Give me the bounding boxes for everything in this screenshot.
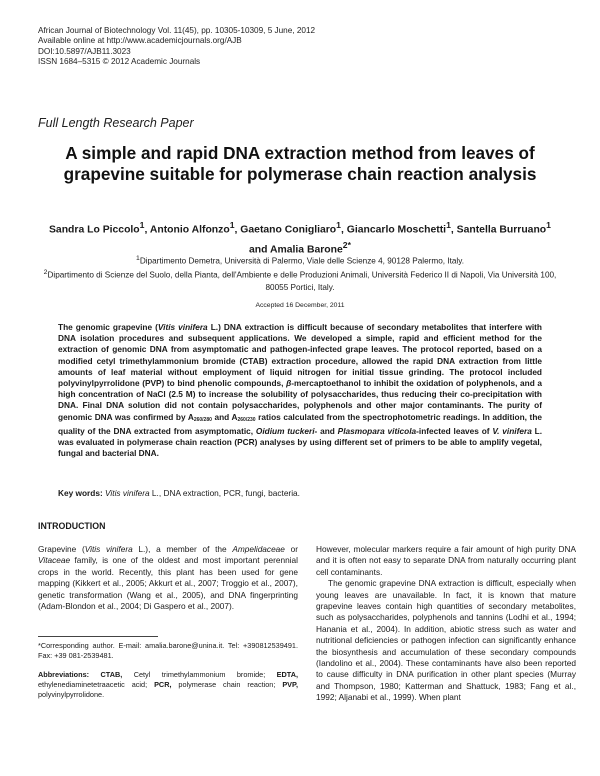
left-column <box>38 544 298 612</box>
keywords-text: L., DNA extraction, PCR, fungi, bacteria. <box>149 488 300 498</box>
abstract-text: The genomic grapevine ( <box>58 322 158 332</box>
author-list <box>40 218 560 258</box>
journal-doi: DOI:10.5897/AJB11.3023 <box>38 46 131 56</box>
abbreviation-term: PCR, <box>154 680 172 689</box>
keywords-label: Key words: <box>58 488 103 498</box>
intro-text: L.), a member of the <box>132 544 233 554</box>
abstract-text: - and <box>314 425 338 436</box>
intro-text: Grapevine ( <box>38 544 85 554</box>
intro-paragraph: However, molecular markers require a fair amount of high purity DNA and it is often not easy to separate DNA from naturally occurring plant cell contaminants. <box>316 544 576 577</box>
paper-type: Full Length Research Paper <box>38 116 194 130</box>
affiliations <box>40 253 560 293</box>
footnote-divider <box>38 636 158 637</box>
keywords-italic: Vitis vinifera <box>105 488 150 498</box>
abstract-italic: Vitis vinifera <box>157 322 208 332</box>
abbreviation-text: Cetyl trimethylammonium bromide; <box>122 670 277 679</box>
abbreviations-label: Abbreviations: <box>38 670 90 679</box>
right-column <box>316 544 576 704</box>
abbreviation-text: ethylenediaminetetraacetic acid; <box>38 680 155 689</box>
intro-text: or <box>284 544 298 554</box>
journal-header <box>38 26 315 68</box>
intro-paragraph: The genomic grapevine DNA extraction is difficult, especially when young leaves are unavailable. In fact, it is known that mature grapevine leaves contain high quantities of secondary metabolites, such as polysaccharides, polyphenols and tannins (Lodhi et al., 1994; Hanania et al., 2004). In addition, abiotic stress such as water and nutritional deficiencies or pathogen infection can significantly enhance the biosynthesis and accumulation of these secondary compounds (Iandolino et al., 2004). These contaminants have also been reported to cause difficulty in DNA purification in other plant species (Murray and Thompson, 1980; Katterman and Shattuck, 1983; Fang et al., 1992; Aljanabi et al., 1999). When plant <box>316 578 576 703</box>
affiliation-text: Dipartimento di Scienze del Suolo, della Pianta, dell'Ambiente e delle Produzioni Animali, Università Federico II di Napoli, Via Università 100, 80055 Portici, Italy. <box>47 271 557 292</box>
affiliation-text: Dipartimento Demetra, Università di Palermo, Viale delle Scienze 4, 90128 Palermo, Italy. <box>139 256 464 266</box>
abstract-subscript: 260/280 <box>193 416 212 423</box>
abstract <box>58 322 542 459</box>
author-affil-mark: 1 <box>546 220 551 230</box>
abstract-subscript: 260/230 <box>237 416 256 423</box>
abstract-italic: Oidium tuckeri <box>255 425 315 436</box>
abstract-italic: Plasmopara viticola <box>337 425 417 436</box>
author-name: , Antonio Alfonzo <box>144 224 230 236</box>
abbreviation-term: PVP, <box>282 680 298 689</box>
intro-italic: Vitaceae <box>38 555 71 566</box>
abstract-italic: V. vinifera <box>492 425 532 436</box>
corresponding-author-footnote: *Corresponding author. E-mail: amalia.barone@unina.it. Tel: +390812539491. Fax: +39 081-2539481. <box>38 641 298 660</box>
affiliation-mark: 2 <box>43 269 48 277</box>
intro-text: family, is one of the oldest and most important perennial crops in the world. Recently, this plant has been used for gene mapping (Kikkert et al., 2005; Akkurt et al., 2007; Troggio et al., 2007), genetic transformation (Wang et al., 2005), and DNA fingerprinting (Adam-Blondon et al., 2004; Di Gaspero et al., 2007). <box>38 555 298 612</box>
intro-italic: Vitis vinifera <box>84 544 133 554</box>
author-name: Sandra Lo Piccolo <box>49 224 140 236</box>
abbreviations <box>38 670 298 700</box>
abstract-text: -mercaptoethanol to inhibit the oxidation of polyphenols, and a high concentration of NaCl (2.5 M) to increase the solubility of polysaccharides, thus reducing their co-precipitation with DNA. Final DNA solution did not contain polysaccharides, polyphenols and other major contaminants. The purity of genomic DNA was confirmed by A <box>58 378 542 422</box>
author-name: , Santella Burruano <box>450 224 547 236</box>
section-heading-introduction: INTRODUCTION <box>38 521 106 531</box>
journal-availability: Available online at http://www.academicjournals.org/AJB <box>38 36 242 46</box>
paper-title: A simple and rapid DNA extraction method from leaves of grapevine suitable for polymerase chain reaction analysis <box>63 143 537 184</box>
author-affil-mark: 1 <box>139 220 145 230</box>
journal-citation: African Journal of Biotechnology Vol. 11(45), pp. 10305-10309, 5 June, 2012 <box>38 26 316 35</box>
abbreviation-term: CTAB, <box>89 670 123 679</box>
affiliation-2 <box>40 267 560 293</box>
abstract-text: ratios calculated from the spectrophotometric readings. In addition, the quality of the DNA extracted from asymptomatic, <box>58 411 543 436</box>
author-affil-mark: 2* <box>342 239 351 250</box>
author-name: , Giancarlo Moschetti <box>340 224 447 236</box>
accepted-date: Accepted 16 December, 2011 <box>255 302 345 309</box>
author-name: and Amalia Barone <box>249 244 343 256</box>
abstract-text: and A <box>211 411 238 422</box>
intro-italic: Ampelidaceae <box>232 544 285 554</box>
abbreviation-text: polymerase chain reaction; <box>171 680 283 689</box>
author-affil-mark: 1 <box>336 220 341 230</box>
affiliation-mark: 1 <box>136 255 140 262</box>
affiliation-1 <box>40 253 560 267</box>
abstract-text: -infected leaves of <box>416 425 493 436</box>
abbreviation-text: polyvinylpyrrolidone. <box>38 690 105 699</box>
abstract-italic: β <box>286 378 292 389</box>
abstract-text: L. was evaluated in polymerase chain reaction (PCR) analyses by using different set of primers to be able to amplify vegetal, fungal and bacterial DNA. <box>58 425 543 459</box>
abstract-text: L.) DNA extraction is difficult because of secondary metabolites that interfere with DNA isolation procedures and subsequent applications. We developed a simple, rapid and efficient method for the extraction of genomic DNA from asymptomatic and pathogen-infected grape leaves. The protocol reported, based on a modified cetyl trimethylammonium bromide (CTAB) extraction procedure, allowed the rapid DNA extraction from little amounts of leaf material without employment of liquid nitrogen for initial tissue grinding. The protocol included polyvinylpyrrolidone (PVP) to bind phenolic compounds, <box>58 322 542 389</box>
abbreviation-term: EDTA, <box>276 670 298 679</box>
author-name: , Gaetano Conigliaro <box>234 224 337 236</box>
author-affil-mark: 1 <box>446 220 451 230</box>
author-affil-mark: 1 <box>229 220 235 230</box>
keywords <box>58 488 542 498</box>
journal-issn: ISSN 1684–5315 © 2012 Academic Journals <box>38 57 201 67</box>
intro-paragraph <box>38 544 298 612</box>
